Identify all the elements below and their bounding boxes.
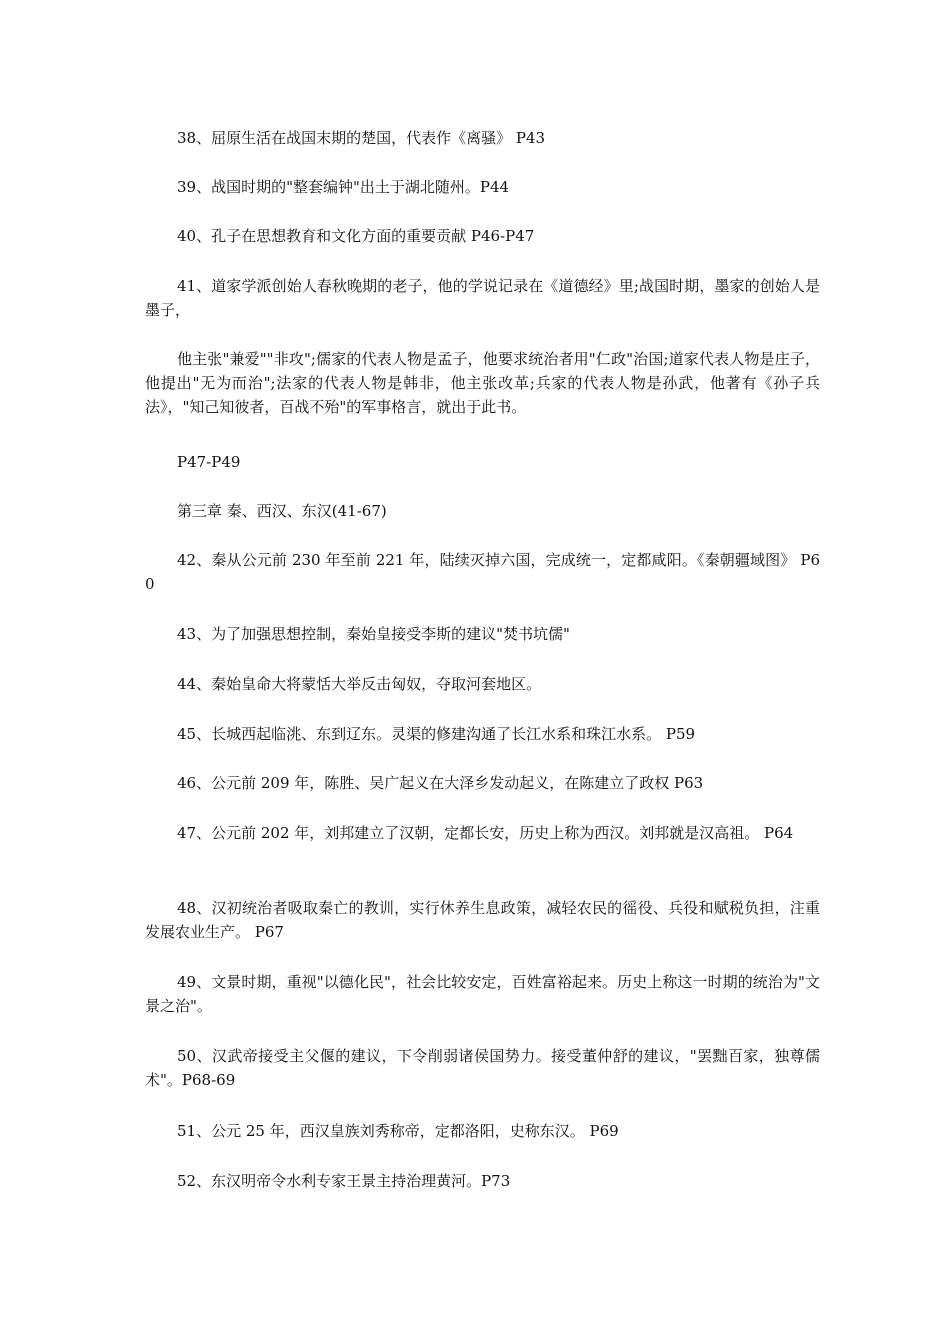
paragraph-39: 39、战国时期的"整套编钟"出土于湖北随州。P44	[177, 178, 510, 196]
paragraph-40: 40、孔子在思想教育和文化方面的重要贡献 P46-P47	[177, 227, 535, 245]
paragraph-48: 48、汉初统治者吸取秦亡的教训，实行休养生息政策，减轻农民的徭役、兵役和赋税负担，注重发展农业生产。 P67	[145, 899, 820, 941]
paragraph-42: 42、秦从公元前 230 年至前 221 年，陆续灭掉六国，完成统一，定都咸阳。《秦朝疆域图》 P60	[145, 551, 820, 593]
paragraph-52: 52、东汉明帝令水利专家王景主持治理黄河。P73	[177, 1172, 511, 1190]
paragraph-44: 44、秦始皇命大将蒙恬大举反击匈奴，夺取河套地区。	[177, 675, 542, 693]
paragraph-50: 50、汉武帝接受主父偃的建议，下令削弱诸侯国势力。接受董仲舒的建议，"罢黜百家，独尊儒术"。P68-69	[145, 1047, 820, 1089]
paragraph-38: 38、屈原生活在战国末期的楚国，代表作《离骚》 P43	[177, 129, 546, 147]
page-reference: P47-P49	[177, 453, 241, 471]
paragraph-43: 43、为了加强思想控制，秦始皇接受李斯的建议"焚书坑儒"	[177, 625, 570, 643]
paragraph-41-continued: 他主张"兼爱""非攻";儒家的代表人物是孟子，他要求统治者用"仁政"治国;道家代表人物是庄子，他提出"无为而治";法家的代表人物是韩非，他主张改革;兵家的代表人物是孙武，他著有《孙子兵法》，"知己知彼者，百战不殆"的军事格言，就出于此书。	[145, 350, 820, 416]
paragraph-46: 46、公元前 209 年，陈胜、吴广起义在大泽乡发动起义，在陈建立了政权 P63	[177, 774, 704, 792]
chapter-heading: 第三章 秦、西汉、东汉(41-67)	[177, 502, 387, 520]
paragraph-41: 41、道家学派创始人春秋晚期的老子，他的学说记录在《道德经》里;战国时期，墨家的创始人是墨子，	[145, 277, 820, 319]
paragraph-51: 51、公元 25 年，西汉皇族刘秀称帝，定都洛阳，史称东汉。 P69	[177, 1122, 619, 1140]
paragraph-45: 45、长城西起临洮、东到辽东。灵渠的修建沟通了长江水系和珠江水系。 P59	[177, 725, 696, 743]
paragraph-49: 49、文景时期，重视"以德化民"，社会比较安定，百姓富裕起来。历史上称这一时期的统治为"文景之治"。	[145, 973, 820, 1015]
paragraph-47: 47、公元前 202 年，刘邦建立了汉朝，定都长安，历史上称为西汉。刘邦就是汉高祖。 P64	[177, 824, 794, 842]
